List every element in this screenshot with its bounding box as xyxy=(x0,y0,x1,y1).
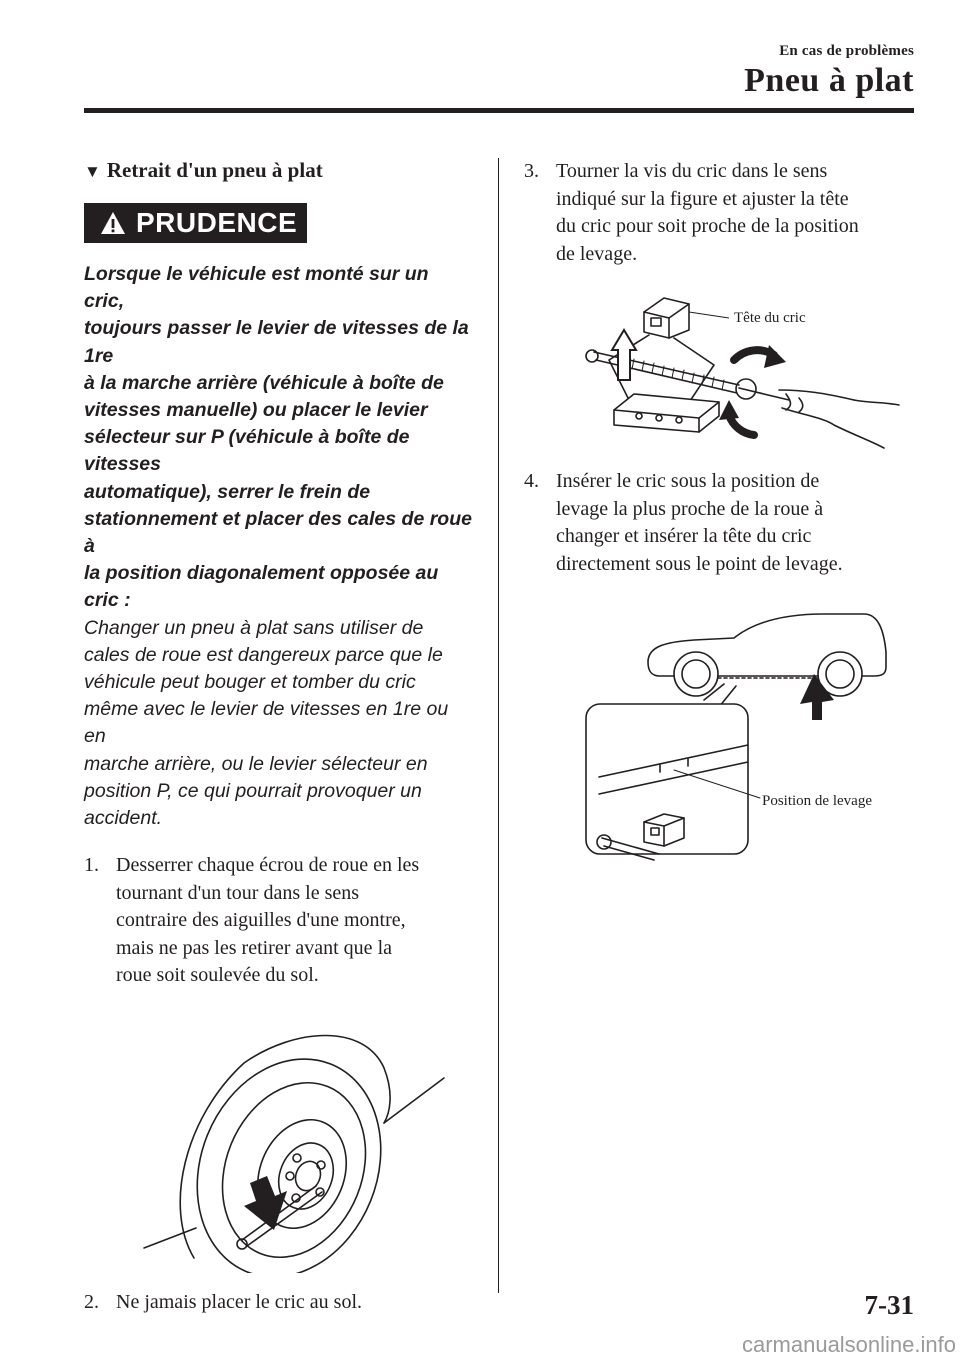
caution-bold-line: la position diagonalement opposée au xyxy=(84,562,439,585)
caution-line: cales de roue est dangereux parce que le xyxy=(84,643,443,666)
header-rule xyxy=(84,108,914,113)
caution-text xyxy=(84,261,472,832)
page-title: Pneu à plat xyxy=(744,62,914,99)
caution-bold-line: Lorsque le véhicule est monté sur un cric, xyxy=(84,263,429,313)
caution-badge xyxy=(84,203,307,243)
column-divider xyxy=(498,158,499,1293)
step-number: 3. xyxy=(524,160,539,182)
step-number: 1. xyxy=(84,854,99,877)
step-text: Tourner la vis du cric dans le sens indiqué sur la figure et ajuster la tête du cric pour soit proche de la position de levage. xyxy=(556,160,859,265)
step-number: 4. xyxy=(524,470,539,492)
right-column xyxy=(524,158,914,872)
step-4 xyxy=(524,468,914,578)
left-column xyxy=(84,158,472,1316)
step-text: Ne jamais placer le cric au sol. xyxy=(116,1290,362,1313)
section-heading xyxy=(84,158,472,183)
caution-line: accident. xyxy=(84,807,163,830)
caution-bold-line: sélecteur sur P (véhicule à boîte de vitesses xyxy=(84,426,410,476)
step-2 xyxy=(84,1289,472,1317)
jack-head-label: Tête du cric xyxy=(734,310,806,326)
warning-icon xyxy=(100,210,126,236)
watermark: carmanualsonline.info xyxy=(741,1332,956,1357)
step-1 xyxy=(84,852,472,990)
step-text: Desserrer chaque écrou de roue en les tournant d'un tour dans le sens contraire des aiguilles d'une montre, mais ne pas les retirer avant que la roue soit soulevée du sol. xyxy=(116,854,420,987)
triangle-down-icon: ▼ xyxy=(84,162,101,181)
caution-label: PRUDENCE xyxy=(136,207,298,238)
caution-line: Changer un pneu à plat sans utiliser de xyxy=(84,616,424,639)
caution-bold-line: vitesses manuelle) ou placer le levier xyxy=(84,399,428,422)
section-heading-text: Retrait d'un pneu à plat xyxy=(106,158,323,182)
section-header: En cas de problèmes xyxy=(779,43,914,59)
caution-line: même avec le levier de vitesses en 1re ou en xyxy=(84,698,449,748)
caution-bold-line: à la marche arrière (véhicule à boîte de xyxy=(84,371,444,394)
page-number: 7-31 xyxy=(864,1290,914,1320)
caution-bold-line: toujours passer le levier de vitesses de la 1re xyxy=(84,317,469,367)
lift-point-figure xyxy=(524,602,914,872)
lift-position-label: Position de levage xyxy=(762,793,872,809)
caution-bold-line: automatique), serrer le frein de xyxy=(84,480,371,503)
caution-line: véhicule peut bouger et tomber du cric xyxy=(84,671,416,694)
step-text: Insérer le cric sous la position de levage la plus proche de la roue à changer et insérer la tête du cric directement sous le point de levage. xyxy=(556,470,843,575)
caution-bold-line: cric : xyxy=(84,589,131,612)
step-3 xyxy=(524,158,914,268)
jack-figure xyxy=(524,290,914,450)
caution-line: position P, ce qui pourrait provoquer un xyxy=(84,779,422,802)
caution-line: marche arrière, ou le levier sélecteur en xyxy=(84,752,428,775)
step-number: 2. xyxy=(84,1290,99,1313)
wheel-nut-figure xyxy=(84,1008,472,1273)
caution-bold-line: stationnement et placer des cales de roue à xyxy=(84,507,472,558)
